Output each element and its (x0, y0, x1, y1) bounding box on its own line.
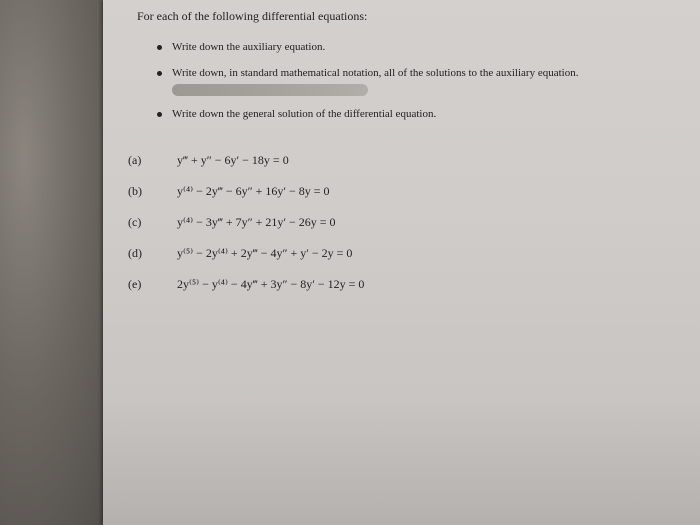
instruction-text: Write down, in standard mathematical notation, all of the solutions to the auxiliary equation. (172, 67, 579, 79)
problem-label: (d) (128, 246, 142, 260)
bullet-icon (157, 45, 162, 50)
problem-equation: 2y⁽⁵⁾ − y⁽⁴⁾ − 4y‴ + 3y″ − 8y′ − 12y = 0 (177, 277, 365, 291)
problem-equation: y‴ + y″ − 6y′ − 18y = 0 (177, 153, 289, 167)
problem-equation: y⁽⁵⁾ − 2y⁽⁴⁾ + 2y‴ − 4y″ + y′ − 2y = 0 (177, 246, 353, 260)
bullet-icon (157, 112, 162, 117)
bullet-icon (157, 71, 162, 76)
intro-text: For each of the following differential equations: (137, 9, 368, 23)
problem-label: (b) (128, 184, 142, 198)
problem-equation: y⁽⁴⁾ − 3y‴ + 7y″ + 21y′ − 26y = 0 (177, 215, 336, 229)
problem-label: (a) (128, 153, 142, 167)
problem-label: (e) (128, 277, 142, 291)
instruction-text: Write down the auxiliary equation. (172, 41, 326, 53)
problem-equation: y⁽⁴⁾ − 2y‴ − 6y″ + 16y′ − 8y = 0 (177, 184, 330, 198)
instruction-item (172, 67, 578, 79)
desk-background (0, 0, 120, 525)
instruction-item (172, 108, 436, 120)
instruction-text: Write down the general solution of the differential equation. (172, 108, 437, 120)
instruction-item (172, 41, 325, 53)
problem-label: (c) (128, 215, 142, 229)
redaction-scribble (172, 84, 368, 96)
paper-shadow (103, 395, 700, 525)
